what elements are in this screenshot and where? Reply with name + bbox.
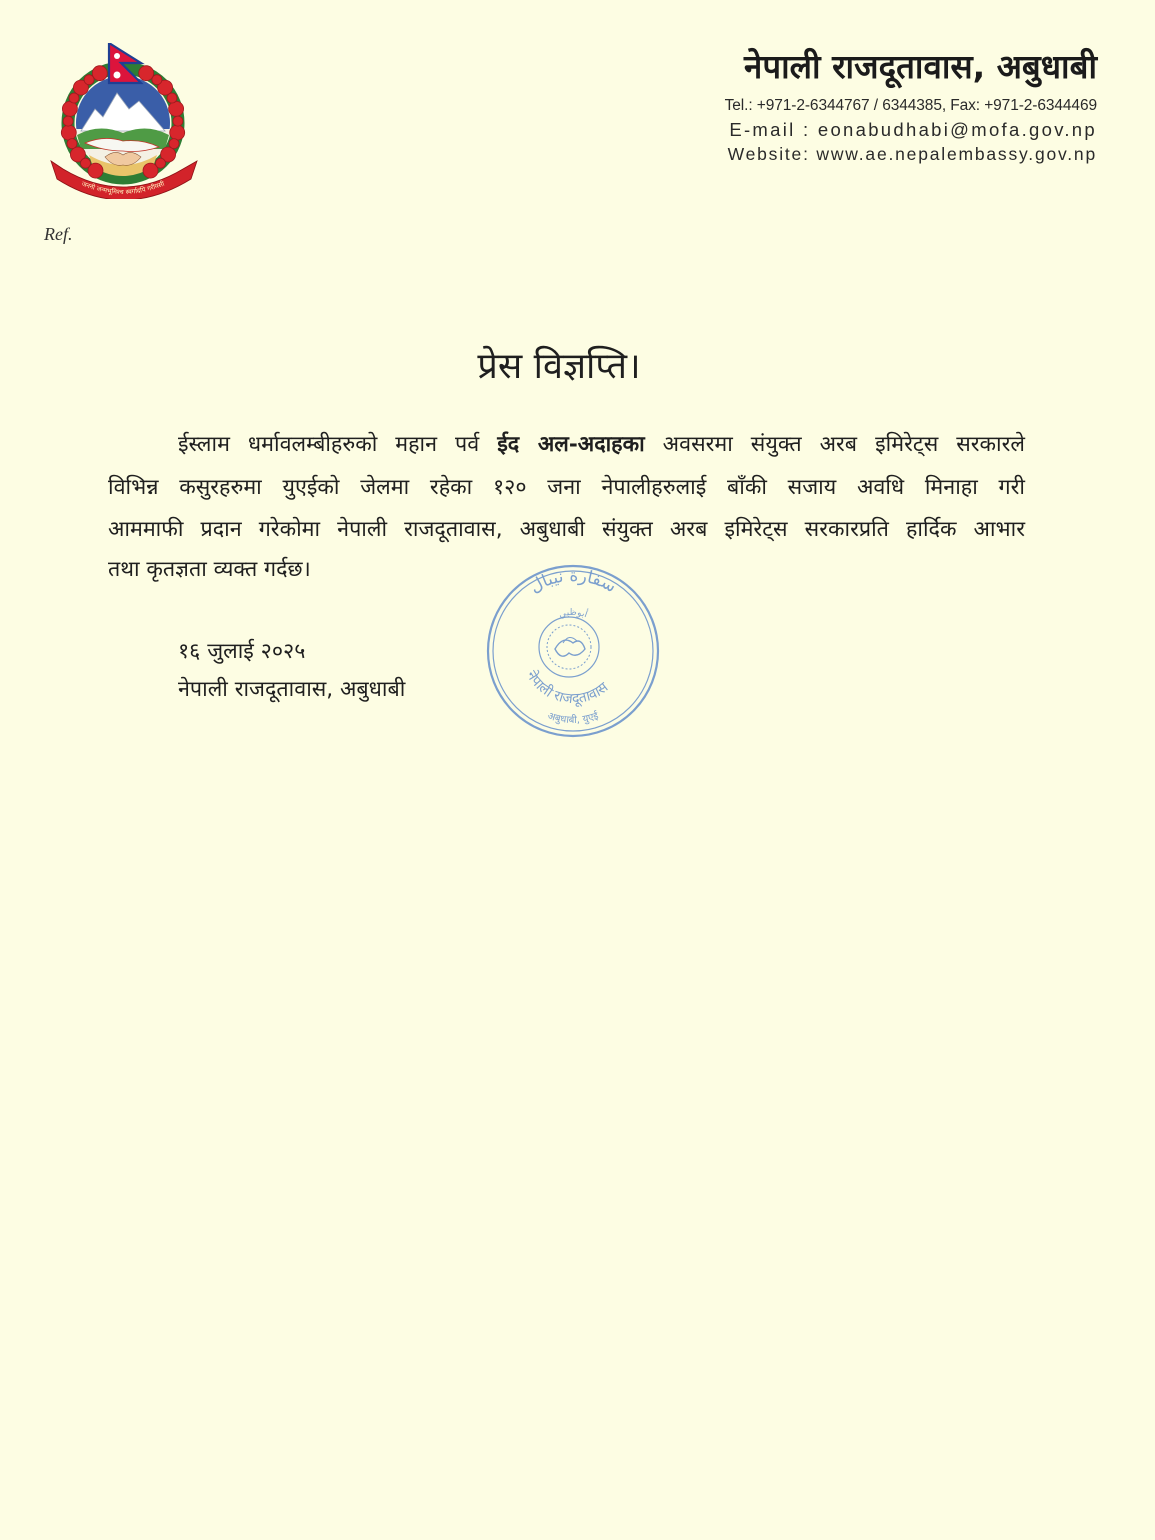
reference-label: Ref. bbox=[44, 224, 73, 244]
body-line-3: आममाफी प्रदान गरेकोमा नेपाली राजदूतावास, अबुधाबी संयुक्त अरब इमिरेट्स सरकारप्रति हार्दिक आभार bbox=[108, 517, 1025, 542]
svg-text:أبوظبي bbox=[558, 608, 589, 620]
body-line-1 bbox=[178, 425, 1025, 465]
svg-text:नेपाली राजदूतावास bbox=[523, 668, 612, 708]
letterhead-office-name: नेपाली राजदूतावास, अबुधाबी bbox=[744, 47, 1097, 86]
letterhead-website: Website: www.ae.nepalembassy.gov.np bbox=[727, 144, 1097, 164]
issue-date: १६ जुलाई २०२५ bbox=[178, 639, 306, 664]
body-line-1-start: ईस्लाम धर्मावलम्बीहरुको महान पर्व bbox=[178, 432, 498, 457]
body-line-4: तथा कृतज्ञता व्यक्त गर्दछ। bbox=[108, 557, 311, 582]
seal-arabic-inner: أبوظبي bbox=[557, 607, 589, 621]
embassy-seal-icon bbox=[485, 563, 661, 739]
nepal-flag-icon bbox=[109, 43, 141, 83]
seal-nepali-outer: अबुधाबी, युएई bbox=[546, 710, 600, 727]
svg-text:अबुधाबी, युएई bbox=[546, 709, 601, 726]
seal-nepali-inner: नेपाली राजदूतावास bbox=[522, 668, 612, 708]
emblem-motto: जननी जन्मभूमिश्च स्वर्गादपि गरीयसी bbox=[80, 179, 166, 197]
svg-text:سفارة نيبال bbox=[526, 566, 619, 597]
letterhead-phone-fax: Tel.: +971-2-6344767 / 6344385, Fax: +971-2-6344469 bbox=[724, 97, 1097, 114]
letterhead-email: E-mail : eonabudhabi@mofa.gov.np bbox=[729, 119, 1097, 140]
body-line-1-festival: ईद अल-अदाहका bbox=[497, 432, 645, 457]
body-line-1-end: अवसरमा संयुक्त अरब इमिरेट्स सरकारले bbox=[644, 432, 1026, 457]
seal-arabic-outer: سفارة نيبال bbox=[526, 565, 620, 598]
document-title: प्रेस विज्ञप्ति। bbox=[477, 346, 641, 387]
signing-office: नेपाली राजदूतावास, अबुधाबी bbox=[178, 677, 406, 702]
nepal-coat-of-arms-icon bbox=[49, 43, 199, 199]
body-line-2: विभिन्न कसुरहरुमा युएईको जेलमा रहेका १२० जना नेपालीहरुलाई बाँकी सजाय अवधि मिनाहा गरी bbox=[108, 475, 1025, 500]
